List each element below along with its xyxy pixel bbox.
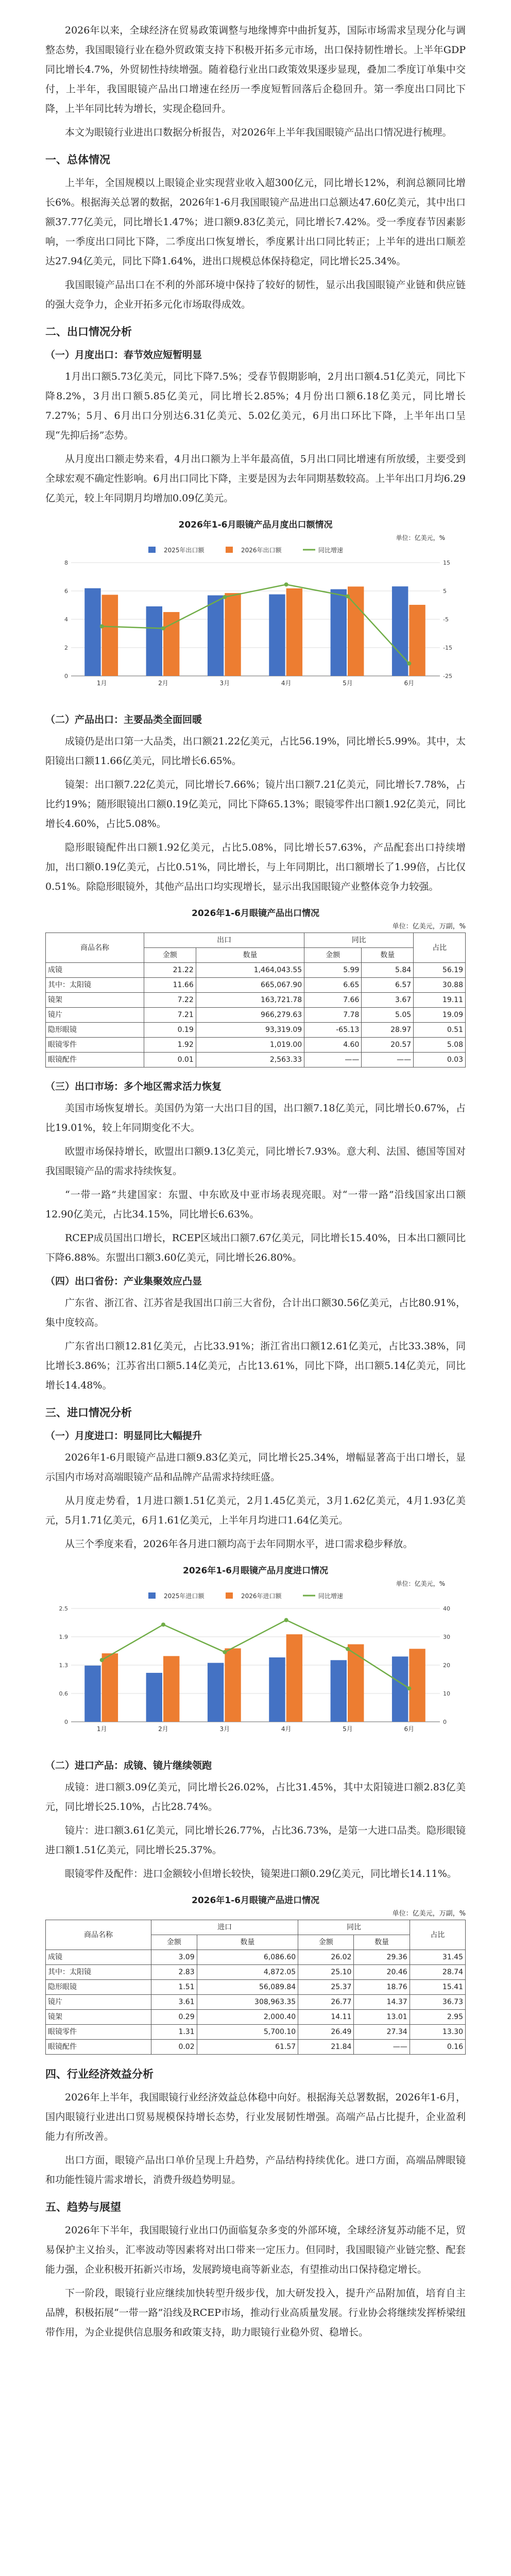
table-title: 2026年1-6月眼镜产品出口情况 — [191, 908, 320, 919]
table-cell-value: -65.13 — [304, 1023, 362, 1038]
table-cell-value: 25.10 — [298, 1965, 354, 1980]
table-cell-name: 镜架 — [46, 993, 144, 1008]
x-tick-label: 3月 — [219, 1725, 230, 1733]
table-cell-value: 56,089.84 — [197, 1980, 298, 1995]
table-cell-value: 13.30 — [410, 2025, 465, 2040]
y-tick-label: 0.6 — [59, 1690, 68, 1697]
table-row — [46, 2025, 466, 2040]
chart-unit: 单位：亿美元，% — [396, 1580, 445, 1587]
export-table — [45, 933, 466, 1067]
body-paragraph: 上半年，全国规模以上眼镜企业实现营业收入超300亿元，同比增长12%，利润总额同比增长6%。根据海关总署的数据，2026年1-6月我国眼镜产品进出口总额达47.60亿美元，其中出口额37.77亿美元，同比增长1.47%；进口额9.83亿美元，同比增长7.42%。受一季度春节因素影响，一季度出口同比下降，二季度出口恢复增长，季度累计出口同比转正；上半年的进出口顺差达27.94亿美元，同比下降1.64%，进出口规模总体保持稳定，同比增长25.34%。 — [45, 177, 466, 267]
table-row — [46, 2040, 466, 2055]
table-cell-value: 0.29 — [151, 2010, 197, 2025]
table-row — [46, 1008, 466, 1023]
y-tick-label: 6 — [64, 588, 68, 595]
table-cell-value: 0.02 — [151, 2040, 197, 2055]
bar — [84, 1666, 100, 1722]
table-cell-value: —— — [362, 1053, 414, 1067]
bar — [102, 1653, 118, 1722]
table-cell-value: 2.95 — [410, 2010, 465, 2025]
bar — [146, 606, 162, 676]
body-paragraph: 广东省、浙江省、江苏省是我国出口前三大省份，合计出口额30.56亿美元，占比80.91%，集中度较高。 — [45, 1297, 466, 1328]
table-unit: 单位：亿美元，万副，% — [392, 923, 466, 930]
table-cell-value: 3.09 — [151, 1950, 197, 1965]
y-tick-label: 8 — [64, 560, 68, 566]
table-cell-value: 6.65 — [304, 978, 362, 993]
table-subheader: 金额 — [151, 1935, 197, 1950]
subsection-heading: （三）出口市场：多个地区需求活力恢复 — [45, 1081, 222, 1092]
x-tick-label: 2月 — [158, 1725, 168, 1733]
line-point — [223, 595, 227, 599]
bar — [286, 1634, 302, 1722]
y2-tick-label: 20 — [443, 1662, 450, 1669]
table-cell-value: 36.73 — [410, 1995, 465, 2010]
bar — [225, 1648, 241, 1722]
body-paragraph: 镜架：出口额7.22亿美元，同比增长7.66%；镜片出口额7.21亿美元，同比增长7.78%，占比约19%；随形眼镜出口额0.19亿美元，同比下降65.13%；眼镜零件出口额1.92亿美元，同比增长4.60%，占比5.08%。 — [45, 779, 466, 829]
table-cell-value: 665,067.90 — [196, 978, 304, 993]
body-paragraph: “一带一路”共建国家：东盟、中东欧及中亚市场表现亮眼。对“一带一路”沿线国家出口额12.90亿美元，占比34.15%，同比增长6.63%。 — [45, 1189, 466, 1220]
bar — [331, 1660, 347, 1722]
body-paragraph: 广东省出口额12.81亿美元，占比33.91%；浙江省出口额12.61亿美元，占比33.38%，同比增长3.86%；江苏省出口额5.14亿美元，占比13.61%，同比下降，出口额5.14亿美元，同比增长14.48%。 — [45, 1341, 466, 1391]
table-header: 商品名称 — [46, 1920, 151, 1950]
y-tick-label: 1.3 — [59, 1662, 68, 1669]
line-point — [284, 1618, 288, 1622]
table-cell-value: 26.49 — [298, 2025, 354, 2040]
table-row — [46, 1950, 466, 1965]
table-cell-value: 1.31 — [151, 2025, 197, 2040]
table-cell-value: 5.99 — [304, 963, 362, 978]
body-paragraph: 隐形眼镜配件出口额1.92亿美元，占比5.08%，同比增长57.63%，产品配套出口持续增加，出口额0.19亿美元，占比0.51%，同比增长，与上年同期比，出口额增长了1.99倍，占比仅0.51%。除隐形眼镜外，其他产品出口均实现增长，显示出我国眼镜产业整体竞争力较强。 — [45, 842, 466, 892]
table-cell-value: 25.37 — [298, 1980, 354, 1995]
table-body — [46, 1950, 466, 2055]
line-point — [100, 1658, 104, 1662]
table-cell-value: 5,700.10 — [197, 2025, 298, 2040]
table-row — [46, 1965, 466, 1980]
table-subheader: 数量 — [354, 1935, 410, 1950]
table-cell-value: 1,019.00 — [196, 1038, 304, 1053]
y2-tick-label: 0 — [443, 1719, 447, 1725]
table-cell-name: 镜片 — [46, 1995, 151, 2010]
x-tick-label: 3月 — [219, 680, 230, 687]
table-cell-value: 61.57 — [197, 2040, 298, 2055]
table-cell-value: 1,464,043.55 — [196, 963, 304, 978]
body-paragraph: 2026年下半年，我国眼镜行业出口仍面临复杂多变的外部环境，全球经济复苏动能不足，贸易保护主义抬头，汇率波动等因素将对出口带来一定压力。但同时，我国眼镜产业链完整、配套能力强，企业积极开拓新兴市场，发展跨境电商等新业态，有望推动出口保持稳定增长。 — [45, 2225, 466, 2275]
table-cell-value: 1.92 — [144, 1038, 196, 1053]
table-cell-value: 4.60 — [304, 1038, 362, 1053]
bar — [269, 595, 285, 676]
body-paragraph: 2026年上半年，我国眼镜行业经济效益总体稳中向好。根据海关总署数据，2026年1-6月，国内眼镜行业进出口贸易规模保持增长态势，行业发展韧性增强。高端产品占比提升，企业盈利能力有所改善。 — [45, 2092, 466, 2142]
table-cell-value: 30.88 — [414, 978, 466, 993]
table-cell-value: 163,721.78 — [196, 993, 304, 1008]
table-cell-value: 19.09 — [414, 1008, 466, 1023]
y2-tick-label: 30 — [443, 1634, 450, 1640]
table-cell-value: 7.78 — [304, 1008, 362, 1023]
section-heading: 二、出口情况分析 — [45, 326, 132, 338]
table-row — [46, 1995, 466, 2010]
y2-tick-label: 15 — [443, 560, 450, 566]
y2-tick-label: -15 — [443, 645, 452, 651]
table-subheader: 数量 — [197, 1935, 298, 1950]
table-cell-value: 0.16 — [410, 2040, 465, 2055]
table-cell-value: 93,319.09 — [196, 1023, 304, 1038]
line-point — [223, 1650, 227, 1654]
legend-label: 同比增速 — [318, 1592, 344, 1600]
table-row — [46, 1038, 466, 1053]
table-header: 占比 — [414, 933, 466, 963]
y-tick-label: 2 — [64, 645, 68, 651]
table-cell-value: 5.05 — [362, 1008, 414, 1023]
table-body — [46, 963, 466, 1067]
body-paragraph: 欧盟市场保持增长，欧盟出口额9.13亿美元，同比增长7.93%。意大利、法国、德国等国对我国眼镜产品的需求持续恢复。 — [45, 1146, 466, 1177]
table-cell-value: 20.46 — [354, 1965, 410, 1980]
x-tick-label: 4月 — [281, 680, 292, 687]
bar — [331, 589, 347, 676]
table-cell-value: 3.61 — [151, 1995, 197, 2010]
body-paragraph: 2026年1-6月眼镜产品进口额9.83亿美元，同比增长25.34%，增幅显著高于出口增长，显示国内市场对高端眼镜产品和品牌产品需求持续旺盛。 — [45, 1452, 466, 1483]
legend-swatch — [226, 1592, 233, 1599]
table-cell-value: 21.22 — [144, 963, 196, 978]
table-cell-value: 7.21 — [144, 1008, 196, 1023]
import-table-section — [45, 1893, 466, 2055]
subsection-heading: （一）月度出口：春节效应短暂明显 — [45, 349, 202, 361]
table-cell-value: 29.36 — [354, 1950, 410, 1965]
line-point — [284, 583, 288, 587]
x-tick-label: 6月 — [404, 680, 415, 687]
table-cell-value: 7.22 — [144, 993, 196, 1008]
x-tick-label: 5月 — [343, 1725, 353, 1733]
export-table-section — [45, 906, 466, 1067]
bar — [348, 1645, 364, 1722]
table-cell-value: 6.57 — [362, 978, 414, 993]
table-cell-name: 成镜 — [46, 1950, 151, 1965]
bar — [225, 593, 241, 676]
table-subheader: 金额 — [298, 1935, 354, 1950]
table-cell-name: 眼镜零件 — [46, 1038, 144, 1053]
legend-swatch — [148, 547, 156, 553]
x-tick-label: 6月 — [404, 1725, 415, 1733]
y-tick-label: 2.5 — [59, 1605, 68, 1612]
table-cell-value: 28.97 — [362, 1023, 414, 1038]
table-header: 占比 — [410, 1920, 465, 1950]
table-cell-value: 15.41 — [410, 1980, 465, 1995]
table-row — [46, 2010, 466, 2025]
table-cell-value: —— — [354, 2040, 410, 2055]
body-paragraph: 下一阶段，眼镜行业应继续加快转型升级步伐，加大研发投入，提升产品附加值，培育自主品牌，积极拓展“一带一路”沿线及RCEP市场，推动行业高质量发展。行业协会将继续发挥桥梁纽带作用，为企业提供信息服务和政策支持，助力眼镜行业稳外贸、稳增长。 — [45, 2287, 466, 2338]
table-cell-value: 14.11 — [298, 2010, 354, 2025]
table-cell-name: 其中：太阳镜 — [46, 978, 144, 993]
subsection-heading: （二）产品出口：主要品类全面回暖 — [45, 714, 202, 725]
subsection-heading: （二）进口产品：成镜、镜片继续领跑 — [45, 1760, 212, 1771]
body-paragraph: 我国眼镜产品出口在不利的外部环境中保持了较好的韧性，显示出我国眼镜产业链和供应链的强大竞争力，企业开拓多元化市场取得成效。 — [45, 279, 466, 310]
table-cell-name: 眼镜配件 — [46, 2040, 151, 2055]
line-point — [161, 626, 165, 631]
legend-swatch — [148, 1592, 156, 1599]
bar — [269, 1657, 285, 1722]
table-cell-value: 0.01 — [144, 1053, 196, 1067]
table-cell-name: 隐形眼镜 — [46, 1023, 144, 1038]
table-cell-name: 镜架 — [46, 2010, 151, 2025]
y2-tick-label: 40 — [443, 1605, 450, 1612]
legend-label: 2025年出口额 — [164, 547, 205, 554]
intro-paragraph: 本文为眼镜行业进出口数据分析报告，对2026年上半年我国眼镜产品出口情况进行梳理。 — [65, 127, 452, 138]
subsection-heading: （四）出口省份：产业集聚效应凸显 — [45, 1276, 202, 1287]
import-chart — [45, 1563, 466, 1744]
bar — [348, 586, 364, 676]
export-chart-svg — [45, 542, 466, 697]
intro-section — [45, 21, 466, 142]
table-row — [46, 963, 466, 978]
table-cell-value: 7.66 — [304, 993, 362, 1008]
y-tick-label: 0 — [64, 1719, 68, 1725]
section-heading: 五、趋势与展望 — [45, 2201, 121, 2213]
table-header: 商品名称 — [46, 933, 144, 963]
section-heading: 三、进口情况分析 — [45, 1406, 132, 1419]
table-cell-value: 2,000.40 — [197, 2010, 298, 2025]
table-cell-name: 眼镜配件 — [46, 1053, 144, 1067]
legend-label: 2025年进口额 — [164, 1592, 205, 1600]
y-tick-label: 1.9 — [59, 1634, 68, 1640]
table-subheader: 数量 — [362, 948, 414, 963]
body-paragraph: 1月出口额5.73亿美元，同比下降7.5%；受春节假期影响，2月出口额4.51亿美元，同比下降8.2%，3月出口额5.85亿美元，同比增长2.85%；4月份出口额6.18亿美元，同比增长7.27%；5月、6月出口分别达6.31亿美元、5.02亿美元，6月出口环比下降，上半年出口呈现“先抑后扬”态势。 — [45, 371, 466, 441]
table-row — [46, 993, 466, 1008]
body-paragraph: 成镜：进口额3.09亿美元，同比增长26.02%，占比31.45%，其中太阳镜进口额2.83亿美元，同比增长25.10%，占比28.74%。 — [45, 1782, 466, 1812]
table-cell-value: 1.51 — [151, 1980, 197, 1995]
body-paragraph: 镜片：进口额3.61亿美元，同比增长26.77%，占比36.73%，是第一大进口品类。隐形眼镜进口额1.51亿美元，同比增长25.37%。 — [45, 1825, 466, 1856]
table-cell-value: 20.57 — [362, 1038, 414, 1053]
table-cell-value: 2,563.33 — [196, 1053, 304, 1067]
table-cell-value: 18.76 — [354, 1980, 410, 1995]
x-tick-label: 4月 — [281, 1725, 292, 1733]
table-cell-value: 966,279.63 — [196, 1008, 304, 1023]
body-paragraph: 成镜仍是出口第一大品类，出口额21.22亿美元，占比56.19%，同比增长5.99%。其中，太阳镜出口额11.66亿美元，同比增长6.65%。 — [45, 736, 466, 767]
chart-title: 2026年1-6月眼镜产品月度进口情况 — [182, 1566, 329, 1576]
x-tick-label: 2月 — [158, 680, 168, 687]
section-heading: 一、总体情况 — [45, 154, 110, 166]
table-cell-value: 0.19 — [144, 1023, 196, 1038]
y2-tick-label: 5 — [443, 588, 447, 595]
x-tick-label: 1月 — [96, 680, 107, 687]
legend-label: 2026年进口额 — [241, 1592, 282, 1600]
table-cell-value: 14.37 — [354, 1995, 410, 2010]
table-cell-value: 5.08 — [414, 1038, 466, 1053]
table-header: 进口 — [151, 1920, 298, 1935]
y2-tick-label: -25 — [443, 673, 452, 680]
bar — [208, 596, 224, 676]
table-cell-value: 3.67 — [362, 993, 414, 1008]
body-paragraph: 出口方面，眼镜产品出口单价呈现上升趋势，产品结构持续优化。进口方面，高端品牌眼镜和功能性镜片需求增长，消费升级趋势明显。 — [45, 2155, 466, 2185]
table-cell-value: 19.11 — [414, 993, 466, 1008]
bar — [286, 588, 302, 676]
table-cell-value: 0.03 — [414, 1053, 466, 1067]
section-heading: 四、行业经济效益分析 — [45, 2068, 154, 2080]
table-unit: 单位：亿美元，万副，% — [392, 1910, 466, 1918]
table-cell-value: 27.34 — [354, 2025, 410, 2040]
bar — [392, 586, 408, 676]
y-tick-label: 0 — [64, 673, 68, 680]
bar — [146, 1673, 162, 1722]
table-cell-name: 镜片 — [46, 1008, 144, 1023]
table-subheader: 金额 — [304, 948, 362, 963]
subsection-heading: （一）月度进口：明显同比大幅提升 — [45, 1430, 202, 1442]
table-cell-value: 308,963.35 — [197, 1995, 298, 2010]
table-cell-value: 21.84 — [298, 2040, 354, 2055]
legend-swatch — [226, 547, 233, 553]
table-subheader: 金额 — [144, 948, 196, 963]
table-cell-name: 眼镜零件 — [46, 2025, 151, 2040]
table-cell-value: 31.45 — [410, 1950, 465, 1965]
table-row — [46, 1053, 466, 1067]
table-row — [46, 1980, 466, 1995]
bar — [208, 1663, 224, 1722]
body-paragraph: 从月度出口额走势来看，4月出口额为上半年最高值，5月出口同比增速有所放缓，主要受到全球宏观不确定性影响。6月出口同比下降，主要是因为去年同期基数较高。上半年出口月均6.29亿美元，较上年同期月均增加0.09亿美元。 — [45, 453, 466, 504]
table-header: 出口 — [144, 933, 304, 948]
x-tick-label: 5月 — [343, 680, 353, 687]
table-row — [46, 978, 466, 993]
body-paragraph: 从三个季度来看，2026年各月进口额均高于去年同期水平，进口需求稳步释放。 — [65, 1538, 413, 1550]
table-cell-value: 13.01 — [354, 2010, 410, 2025]
table-cell-name: 其中：太阳镜 — [46, 1965, 151, 1980]
line-point — [346, 1647, 350, 1651]
bar — [102, 595, 118, 676]
line-point — [100, 624, 104, 629]
line-point — [407, 1686, 411, 1690]
legend-label: 2026年出口额 — [241, 547, 282, 554]
bar — [409, 605, 425, 676]
table-cell-value: 26.77 — [298, 1995, 354, 2010]
table-cell-value: 26.02 — [298, 1950, 354, 1965]
chart-unit: 单位：亿美元，% — [396, 534, 445, 541]
legend-label: 同比增速 — [318, 547, 344, 554]
y-tick-label: 4 — [64, 616, 68, 623]
y2-tick-label: -5 — [443, 616, 449, 623]
intro-paragraph: 2026年以来，全球经济在贸易政策调整与地缘博弈中曲折复苏，国际市场需求呈现分化与调整态势，我国眼镜行业在稳外贸政策支持下积极开拓多元市场，出口保持韧性增长。上半年GDP同比增长4.7%，外贸韧性持续增强。随着稳行业出口政策效果逐步显现，叠加二季度订单集中交付，上半年，我国眼镜产品出口增速在经历一季度短暂回落后企稳回升。第一季度出口同比下降，上半年同比转为增长，实现企稳回升。 — [45, 25, 466, 114]
table-header: 同比 — [304, 933, 414, 948]
table-cell-value: 2.83 — [151, 1965, 197, 1980]
y2-tick-label: 10 — [443, 1690, 450, 1697]
bar — [392, 1656, 408, 1722]
table-cell-value: 11.66 — [144, 978, 196, 993]
line-point — [346, 594, 350, 598]
bar — [163, 1656, 179, 1722]
body-paragraph: 美国市场恢复增长。美国仍为第一大出口目的国，出口额7.18亿美元，同比增长0.67%，占比19.01%，较上年同期变化不大。 — [45, 1103, 466, 1133]
import-table — [45, 1920, 466, 2055]
x-tick-label: 1月 — [96, 1725, 107, 1733]
table-cell-name: 隐形眼镜 — [46, 1980, 151, 1995]
table-cell-value: 0.51 — [414, 1023, 466, 1038]
table-cell-name: 成镜 — [46, 963, 144, 978]
table-header: 同比 — [298, 1920, 410, 1935]
table-cell-value: 5.84 — [362, 963, 414, 978]
line-point — [161, 1622, 165, 1626]
table-cell-value: 56.19 — [414, 963, 466, 978]
table-row — [46, 1023, 466, 1038]
table-subheader: 数量 — [196, 948, 304, 963]
bar — [409, 1649, 425, 1722]
table-cell-value: 6,086.60 — [197, 1950, 298, 1965]
table-cell-value: 4,872.05 — [197, 1965, 298, 1980]
chart-title: 2026年1-6月眼镜产品月度出口额情况 — [178, 520, 333, 530]
body-paragraph: 眼镜零件及配件：进口金额较小但增长较快，镜架进口额0.29亿美元，同比增长14.11%。 — [65, 1868, 457, 1879]
import-chart-svg — [45, 1588, 466, 1742]
table-cell-value: —— — [304, 1053, 362, 1067]
body-paragraph: 从月度走势看，1月进口额1.51亿美元，2月1.45亿美元，3月1.62亿美元，4月1.93亿美元，5月1.71亿美元，6月1.61亿美元，上半年月均进口1.64亿美元。 — [45, 1495, 466, 1526]
bar — [84, 588, 100, 676]
table-cell-value: 28.74 — [410, 1965, 465, 1980]
table-title: 2026年1-6月眼镜产品进口情况 — [191, 1895, 320, 1906]
export-chart — [45, 517, 466, 699]
line-point — [407, 662, 411, 666]
body-paragraph: RCEP成员国出口增长，RCEP区域出口额7.67亿美元，同比增长15.40%，日本出口额同比下降6.88%。东盟出口额3.60亿美元，同比增长26.80%。 — [45, 1232, 466, 1263]
